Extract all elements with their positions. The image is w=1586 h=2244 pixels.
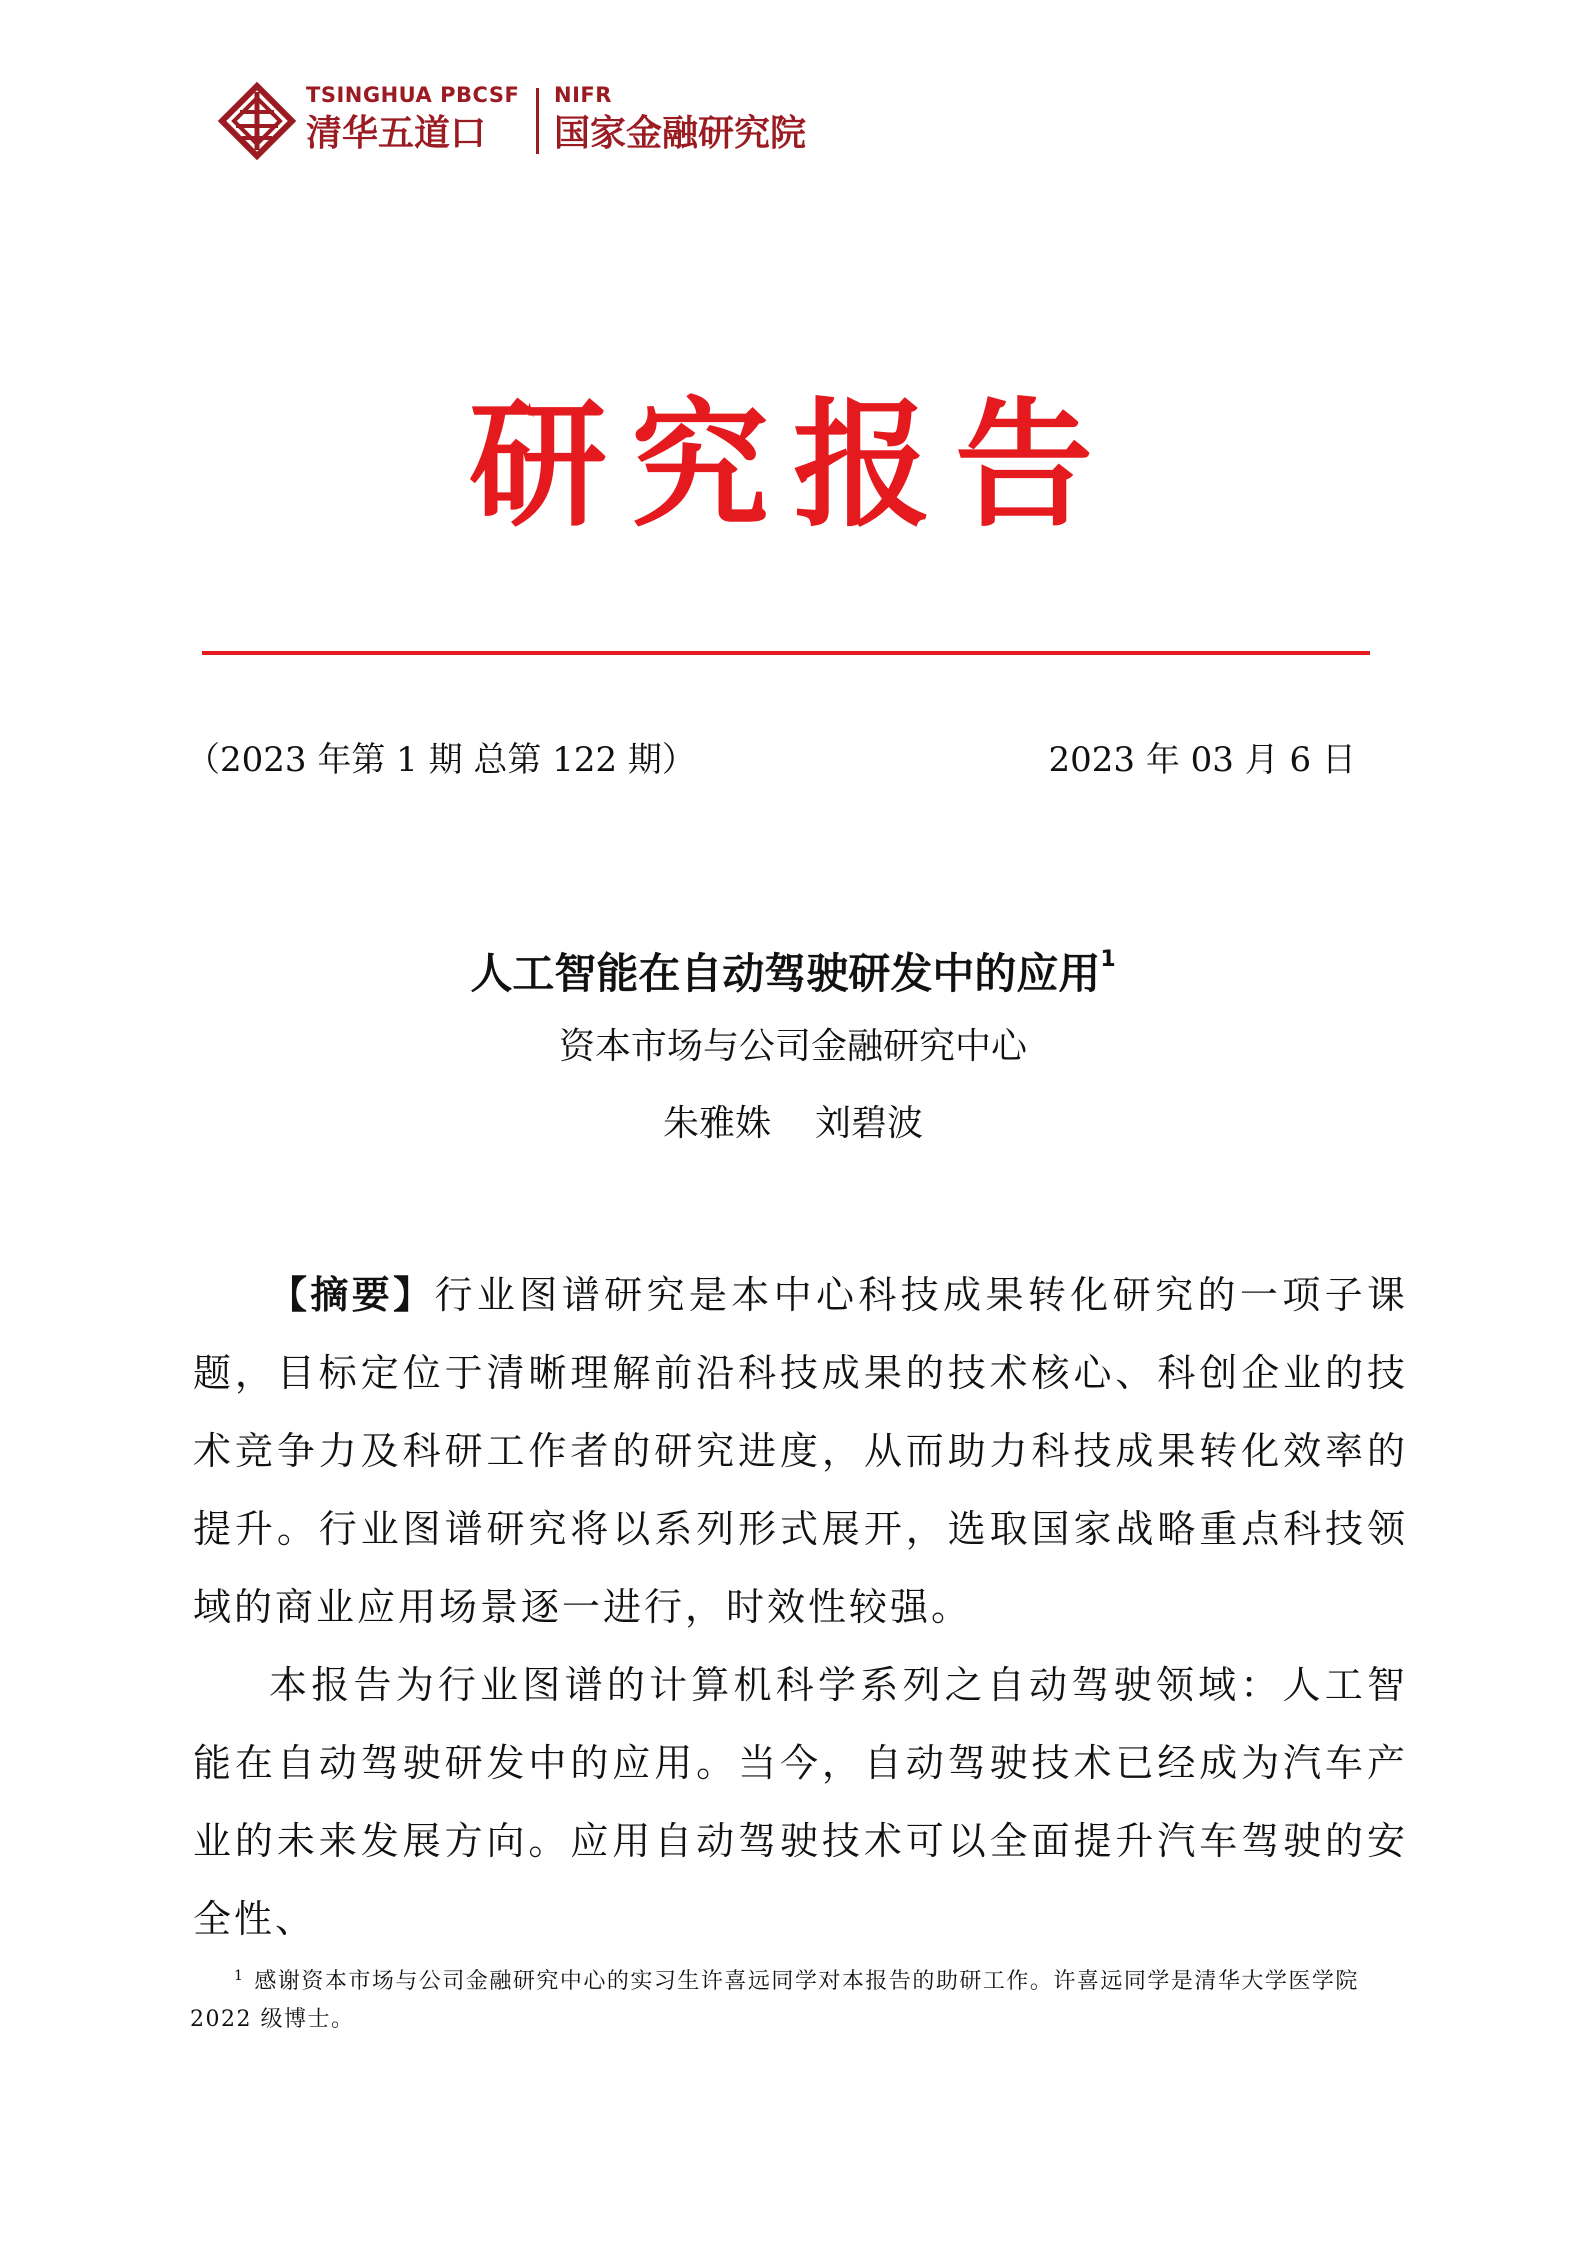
issue-date: 2023 年 03 月 6 日	[1048, 740, 1356, 780]
organization: 资本市场与公司金融研究中心	[558, 1026, 1027, 1067]
abstract-body	[193, 1256, 1408, 1958]
issue-row	[186, 735, 1356, 785]
tsinghua-pbcsf-logo-icon	[218, 82, 296, 160]
abstract-paragraph	[193, 1256, 1408, 1646]
logo-divider	[536, 88, 539, 154]
footnote	[190, 1957, 1390, 2039]
body-paragraph: 本报告为行业图谱的计算机科学系列之自动驾驶领域：人工智能在自动驾驶研发中的应用。当今，自动驾驶技术已经成为汽车产业的未来发展方向。应用自动驾驶技术可以全面提升汽车驾驶的安全性、	[193, 1663, 1408, 1941]
issue-number: （2023 年第 1 期 总第 122 期）	[186, 740, 696, 780]
abstract-label: 【摘要】	[269, 1273, 435, 1317]
logo-chinese: 清华五道口	[306, 113, 487, 154]
logo-english: TSINGHUA PBCSF	[306, 83, 520, 107]
header	[218, 78, 918, 168]
footnote-text: 感谢资本市场与公司金融研究中心的实习生许喜远同学对本报告的助研工作。许喜远同学是清华大学医学院 2022 级博士。	[190, 1969, 1359, 2032]
abstract-text: 行业图谱研究是本中心科技成果转化研究的一项子课题，目标定位于清晰理解前沿科技成果的技术核心、科创企业的技术竞争力及科研工作者的研究进度，从而助力科技成果转化效率的提升。行业图谱研究将以系列形式展开，选取国家战略重点科技领域的商业应用场景逐一进行，时效性较强。	[193, 1273, 1408, 1629]
footnote-mark: 1	[234, 1968, 245, 1984]
report-title: 研究报告	[468, 383, 1117, 546]
title-footnote-mark[interactable]: 1	[1100, 947, 1116, 972]
authors	[0, 1097, 1586, 1151]
author-name: 朱雅姝	[662, 1103, 771, 1144]
institute-chinese: 国家金融研究院	[554, 113, 807, 154]
institute-english: NIFR	[554, 83, 612, 107]
institute-text	[554, 80, 806, 158]
logo-text	[306, 80, 519, 158]
author-name: 刘碧波	[815, 1103, 924, 1144]
title-rule	[202, 651, 1370, 655]
paper-title-text: 人工智能在自动驾驶研发中的应用	[470, 949, 1101, 998]
paper-title	[0, 930, 1586, 1004]
